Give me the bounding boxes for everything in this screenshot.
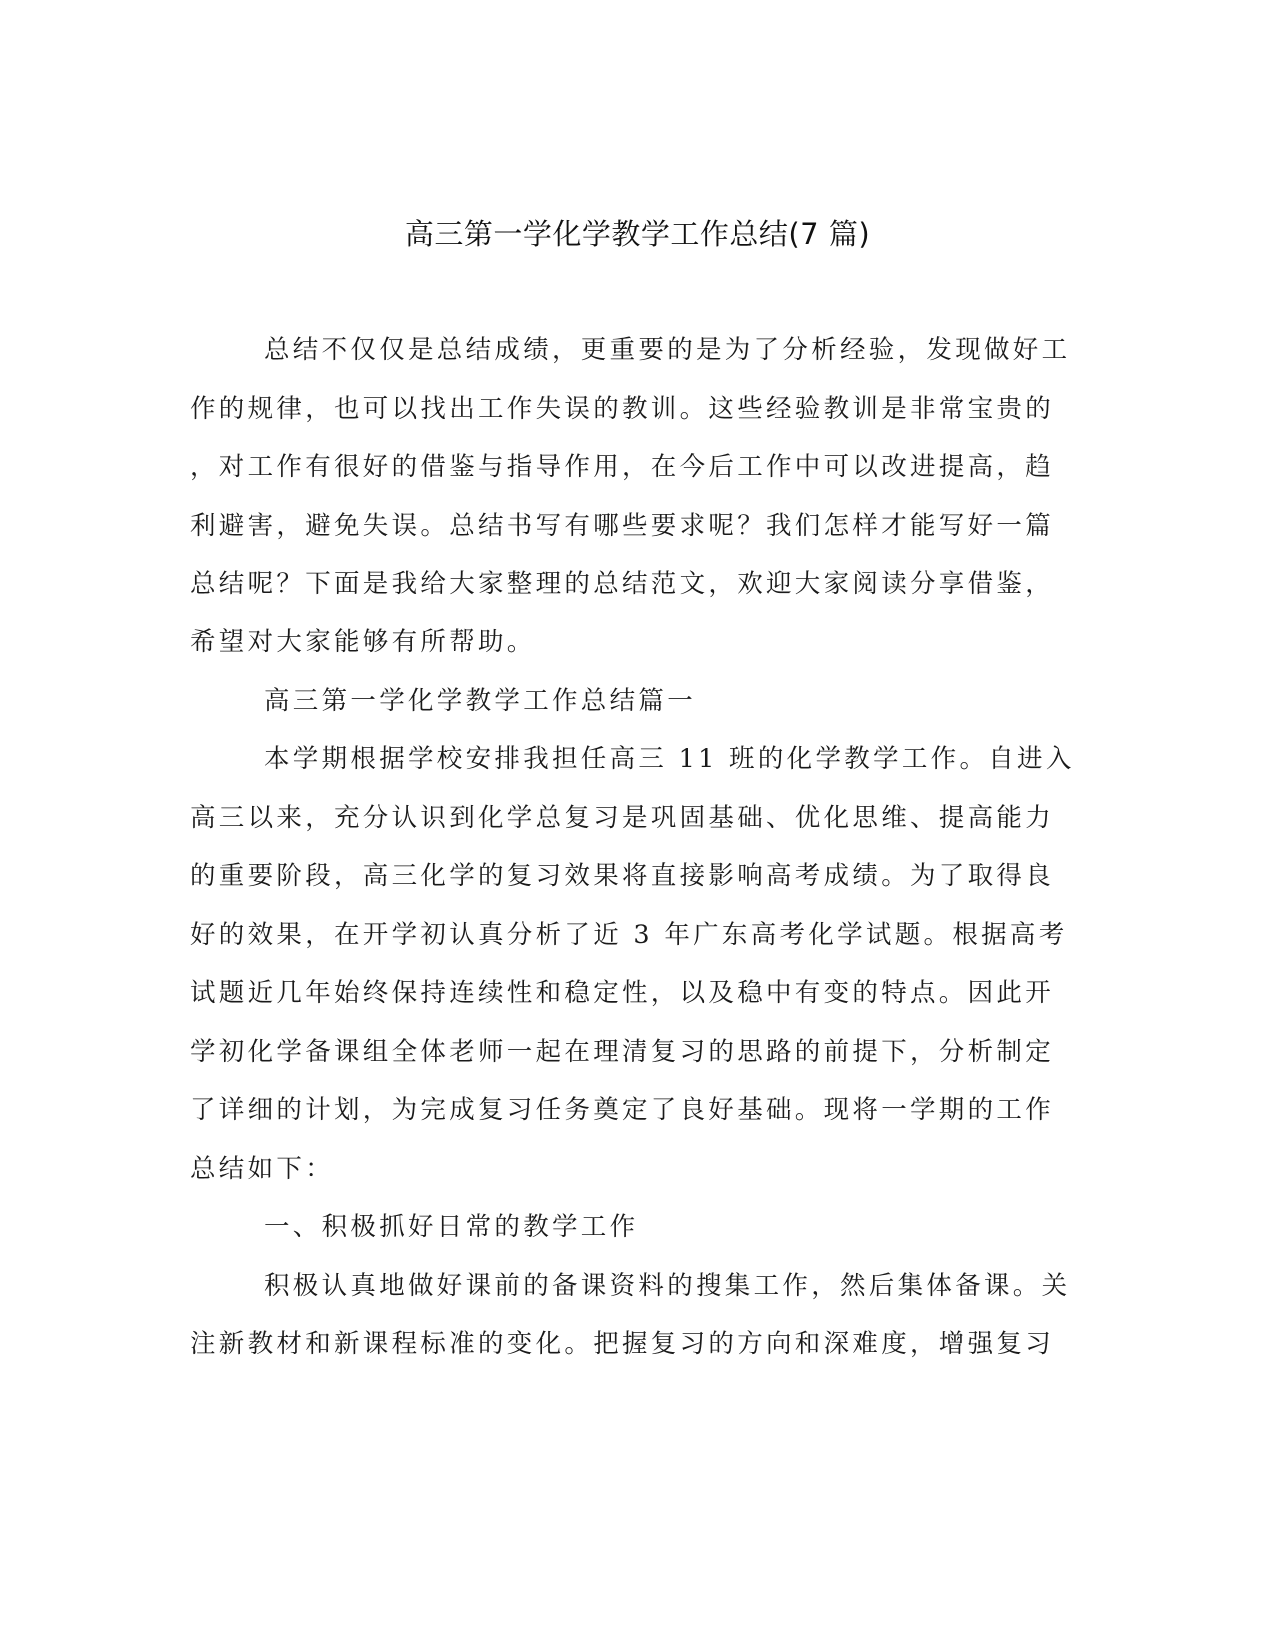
- paragraph-line: 利避害，避免失误。总结书写有哪些要求呢？我们怎样才能写好一篇: [190, 511, 1055, 541]
- paragraph-line: 好的效果，在开学初认真分析了近 3 年广东高考化学试题。根据高考: [190, 920, 1068, 950]
- section-heading: 高三第一学化学教学工作总结篇一: [264, 686, 697, 716]
- paragraph-line: ，对工作有很好的借鉴与指导作用，在今后工作中可以改进提高，趋: [190, 452, 1055, 482]
- paragraph-line: 的重要阶段，高三化学的复习效果将直接影响高考成绩。为了取得良: [190, 861, 1055, 891]
- paragraph-line: 注新教材和新课程标准的变化。把握复习的方向和深难度，增强复习: [190, 1329, 1055, 1359]
- paragraph-line: 总结不仅仅是总结成绩，更重要的是为了分析经验，发现做好工: [264, 335, 1071, 365]
- paragraph-line: 了详细的计划，为完成复习任务奠定了良好基础。现将一学期的工作: [190, 1095, 1055, 1125]
- paragraph-line: 希望对大家能够有所帮助。: [190, 627, 536, 657]
- paragraph-line: 积极认真地做好课前的备课资料的搜集工作，然后集体备课。关: [264, 1271, 1071, 1301]
- paragraph-line: 学初化学备课组全体老师一起在理清复习的思路的前提下，分析制定: [190, 1037, 1055, 1067]
- section-heading: 一、积极抓好日常的教学工作: [264, 1212, 639, 1242]
- paragraph-line: 高三以来，充分认识到化学总复习是巩固基础、优化思维、提高能力: [190, 803, 1055, 833]
- document-title: 高三第一学化学教学工作总结(7 篇): [404, 217, 871, 251]
- paragraph-line: 作的规律，也可以找出工作失误的教训。这些经验教训是非常宝贵的: [190, 394, 1055, 424]
- paragraph-line: 试题近几年始终保持连续性和稳定性，以及稳中有变的特点。因此开: [190, 978, 1055, 1008]
- paragraph-line: 总结如下：: [190, 1154, 335, 1184]
- paragraph-line: 本学期根据学校安排我担任高三 11 班的化学教学工作。自进入: [264, 744, 1075, 774]
- paragraph-line: 总结呢？下面是我给大家整理的总结范文，欢迎大家阅读分享借鉴，: [190, 569, 1055, 599]
